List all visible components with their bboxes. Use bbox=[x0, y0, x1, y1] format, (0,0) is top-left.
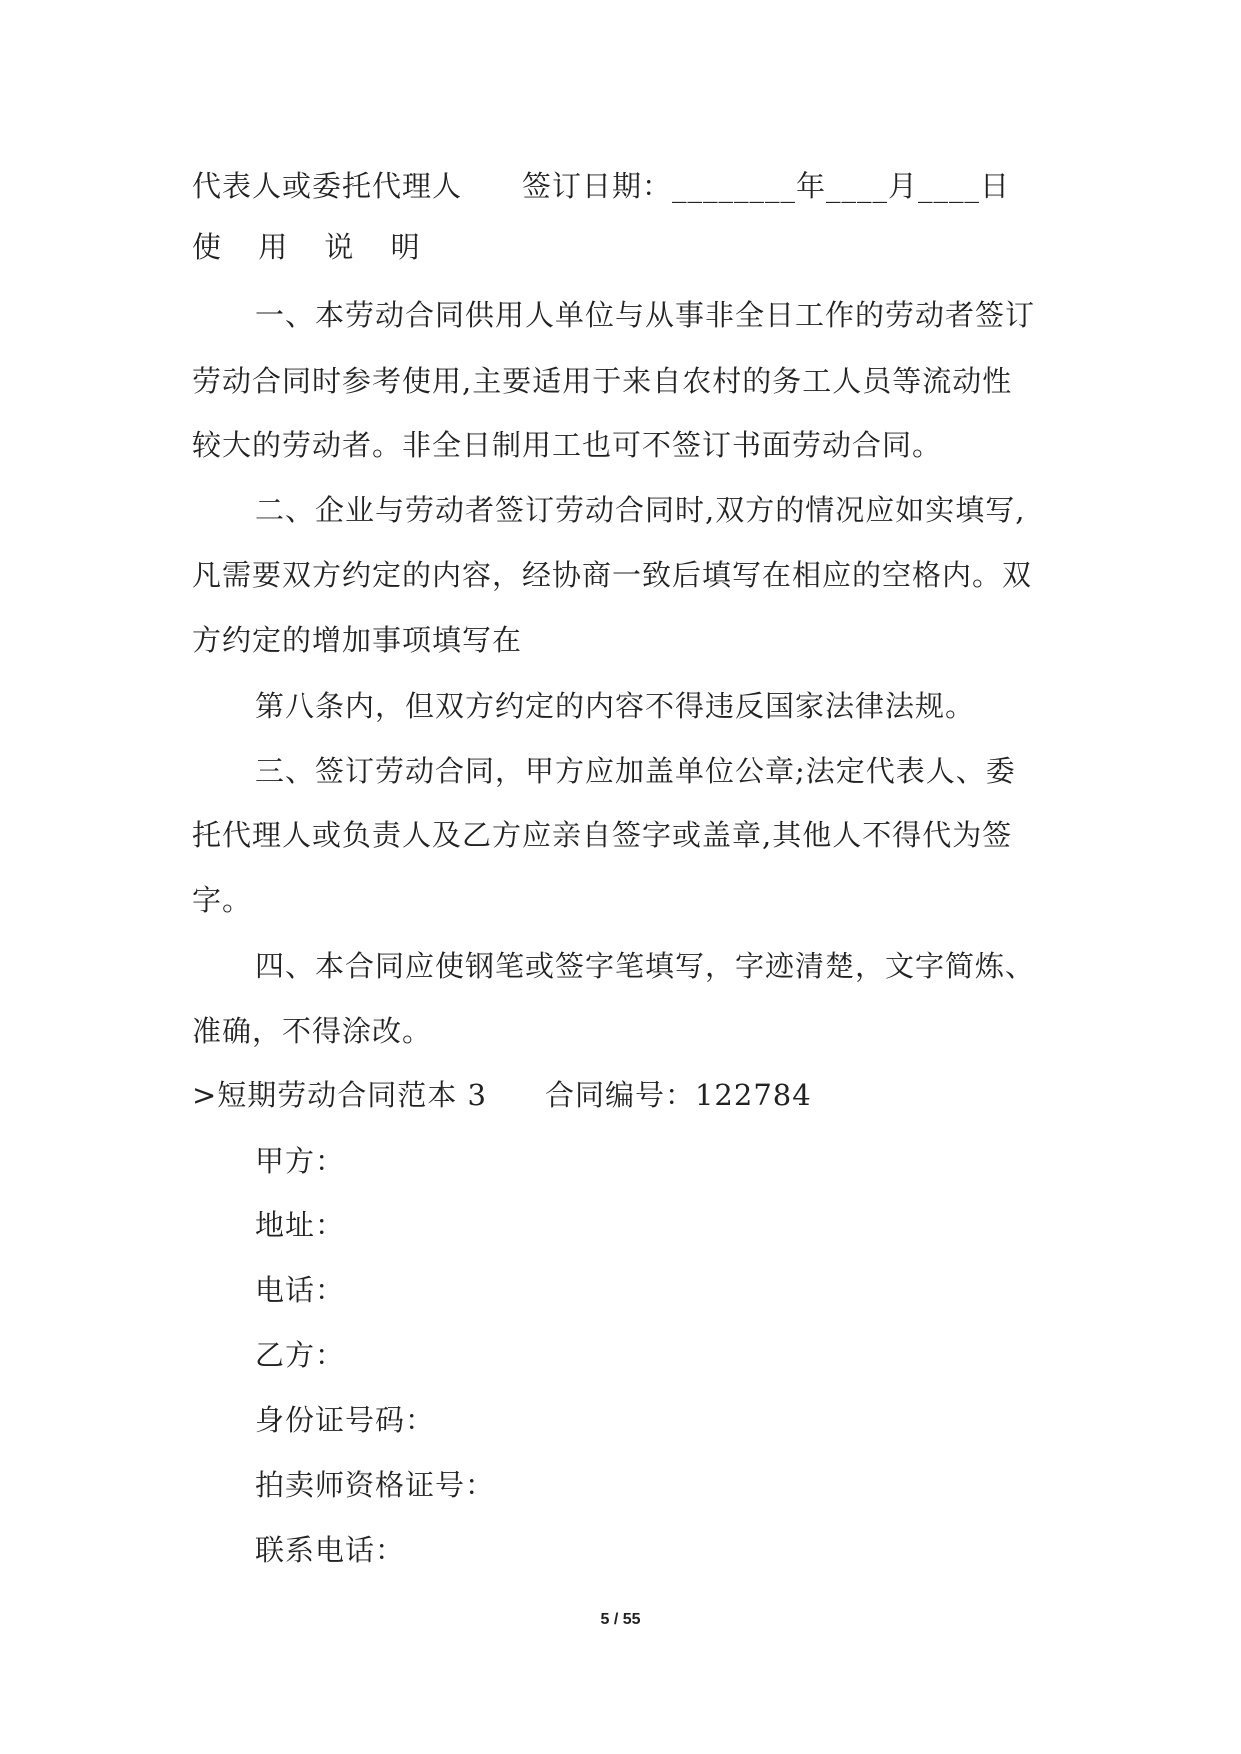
paragraph-1-line-3: 较大的劳动者。非全日制用工也可不签订书面劳动合同。 bbox=[192, 428, 943, 462]
paragraph-3-line-1: 第八条内，但双方约定的内容不得违反国家法律法规。 bbox=[255, 689, 976, 723]
paragraph-5-line-2: 准确，不得涂改。 bbox=[192, 1014, 433, 1048]
sample-heading bbox=[192, 1075, 812, 1115]
field-party-b: 乙方： bbox=[255, 1338, 346, 1372]
paragraph-4-line-1: 三、签订劳动合同，甲方应加盖单位公章;法定代表人、委 bbox=[255, 754, 1016, 788]
instructions-title: 使 用 说 明 bbox=[192, 230, 434, 264]
paragraph-2-line-3: 方约定的增加事项填写在 bbox=[192, 623, 523, 657]
paragraph-2-line-2: 凡需要双方约定的内容，经协商一致后填写在相应的空格内。双 bbox=[192, 558, 1033, 592]
page-number: 5 / 55 bbox=[600, 1611, 641, 1628]
paragraph-1-line-2: 劳动合同时参考使用,主要适用于来自农村的务工人员等流动性 bbox=[192, 364, 1013, 398]
sample-title: >短期劳动合同范本 3 bbox=[192, 1078, 487, 1112]
field-party-a: 甲方： bbox=[255, 1144, 346, 1178]
paragraph-2-line-1: 二、企业与劳动者签订劳动合同时,双方的情况应如实填写, bbox=[255, 493, 1026, 527]
field-id-number: 身份证号码： bbox=[255, 1403, 436, 1437]
paragraph-1-line-1: 一、本劳动合同供用人单位与从事非全日工作的劳动者签订 bbox=[255, 298, 1036, 332]
field-phone: 电话： bbox=[255, 1273, 346, 1307]
field-auctioneer-cert: 拍卖师资格证号： bbox=[255, 1468, 496, 1502]
field-address: 地址： bbox=[255, 1208, 346, 1242]
paragraph-4-line-3: 字。 bbox=[192, 883, 253, 917]
contract-number: 合同编号：122784 bbox=[544, 1078, 812, 1112]
paragraph-5-line-1: 四、本合同应使钢笔或签字笔填写，字迹清楚，文字简炼、 bbox=[255, 949, 1036, 983]
representative-label: 代表人或委托代理人 bbox=[192, 169, 463, 203]
paragraph-4-line-2: 托代理人或负责人及乙方应亲自签字或盖章,其他人不得代为签 bbox=[192, 818, 1013, 852]
field-contact-phone: 联系电话： bbox=[255, 1533, 406, 1567]
signature-date-line bbox=[192, 166, 1010, 206]
signing-date-label: 签订日期：________年____月____日 bbox=[522, 169, 1011, 203]
